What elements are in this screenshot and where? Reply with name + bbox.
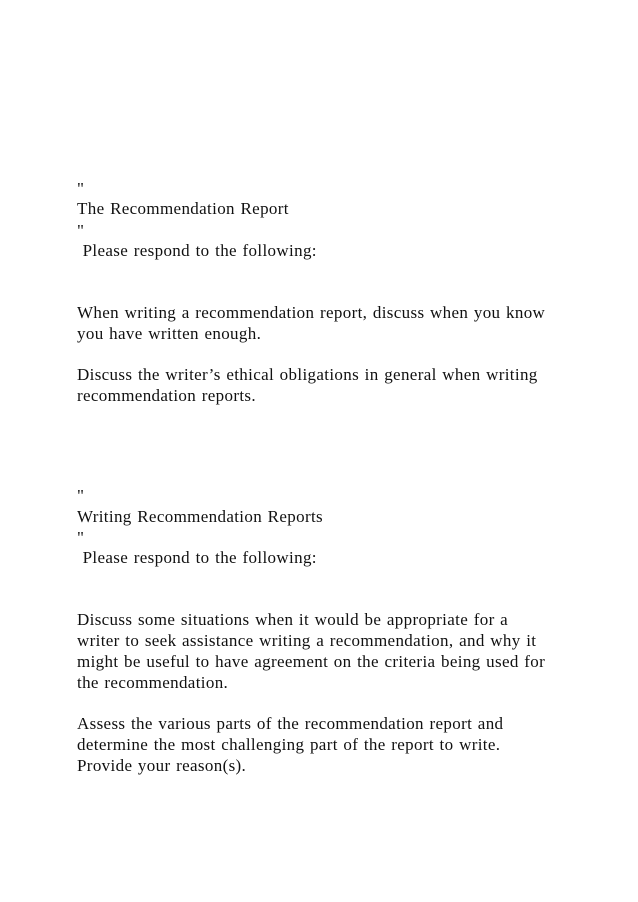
section1-open-quote: "	[77, 179, 85, 198]
section2-question1-line1: Discuss some situations when it would be appropriate for a	[77, 610, 509, 629]
section2-close-quote: "	[77, 528, 85, 547]
section2-question1-line4: the recommendation.	[77, 673, 229, 692]
section2-question1-line2: writer to seek assistance writing a recommendation, and why it	[77, 631, 537, 650]
section2-question1-line3: might be useful to have agreement on the criteria being used for	[77, 652, 546, 671]
section2-open-quote: "	[77, 486, 85, 505]
section2-title: Writing Recommendation Reports	[77, 507, 323, 526]
section2-question2-line1: Assess the various parts of the recommendation report and	[77, 714, 504, 733]
section2-question2-line2: determine the most challenging part of the report to write.	[77, 735, 501, 754]
section1-question2-line1: Discuss the writer’s ethical obligations in general when writing	[77, 365, 538, 384]
section1-question1-line2: you have written enough.	[77, 324, 262, 343]
section1-close-quote: "	[77, 221, 85, 240]
section1-question2-line2: recommendation reports.	[77, 386, 256, 405]
section2-prompt: Please respond to the following:	[77, 548, 317, 567]
section1-prompt: Please respond to the following:	[77, 241, 317, 260]
section1-question1-line1: When writing a recommendation report, discuss when you know	[77, 303, 546, 322]
section1-title: The Recommendation Report	[77, 199, 289, 218]
section2-question2-line3: Provide your reason(s).	[77, 756, 247, 775]
